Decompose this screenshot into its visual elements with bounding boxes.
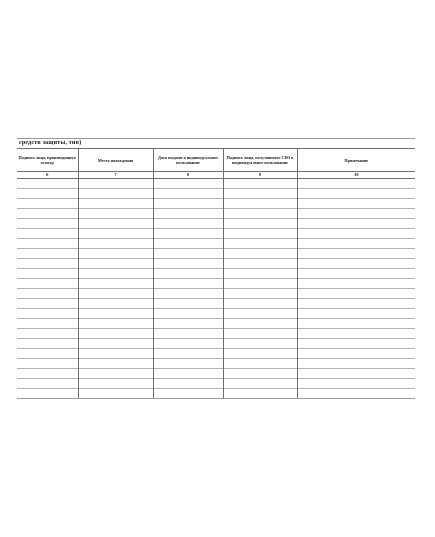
- table-cell: [297, 189, 415, 199]
- table-cell: [17, 199, 78, 209]
- table-cell: [153, 289, 223, 299]
- table-row: [17, 369, 415, 379]
- table-cell: [78, 209, 153, 219]
- table-cell: [153, 369, 223, 379]
- table-cell: [153, 249, 223, 259]
- table-cell: [78, 279, 153, 289]
- table-row: [17, 249, 415, 259]
- table-cell: [153, 209, 223, 219]
- table-cell: [17, 239, 78, 249]
- table-cell: [223, 179, 297, 189]
- table-row: [17, 219, 415, 229]
- table-row: [17, 239, 415, 249]
- table-cell: [223, 369, 297, 379]
- table-cell: [17, 379, 78, 389]
- table-cell: [297, 259, 415, 269]
- table-cell: [223, 269, 297, 279]
- table-cell: [297, 319, 415, 329]
- table-cell: [153, 269, 223, 279]
- table-row: [17, 199, 415, 209]
- table-cell: [17, 299, 78, 309]
- table-cell: [153, 179, 223, 189]
- table-cell: [17, 279, 78, 289]
- table-cell: [153, 259, 223, 269]
- table-cell: [17, 349, 78, 359]
- table-cell: [78, 239, 153, 249]
- table-row: [17, 349, 415, 359]
- table-cell: [297, 269, 415, 279]
- table-cell: [297, 349, 415, 359]
- table-cell: [153, 309, 223, 319]
- table-cell: [17, 179, 78, 189]
- table-cell: [17, 289, 78, 299]
- table-row: [17, 309, 415, 319]
- table-cell: [153, 279, 223, 289]
- column-number-row: [17, 172, 415, 179]
- table-cell: [297, 199, 415, 209]
- table-cell: [17, 229, 78, 239]
- table-cell: [223, 249, 297, 259]
- column-number: 7: [78, 172, 153, 179]
- table-row: [17, 389, 415, 399]
- table-cell: [297, 379, 415, 389]
- table-cell: [153, 359, 223, 369]
- table-cell: [297, 309, 415, 319]
- table-cell: [153, 189, 223, 199]
- table-cell: [297, 369, 415, 379]
- table-cell: [297, 239, 415, 249]
- table-row: [17, 289, 415, 299]
- table-cell: [17, 309, 78, 319]
- table-cell: [17, 339, 78, 349]
- column-number: 10: [297, 172, 415, 179]
- table-cell: [223, 389, 297, 399]
- table-row: [17, 189, 415, 199]
- table-row: [17, 359, 415, 369]
- table-cell: [297, 229, 415, 239]
- table-cell: [78, 309, 153, 319]
- table-cell: [78, 349, 153, 359]
- table-cell: [153, 229, 223, 239]
- table-cell: [17, 259, 78, 269]
- top-rule: [17, 138, 415, 139]
- column-number: 6: [17, 172, 78, 179]
- table-cell: [297, 299, 415, 309]
- table-cell: [78, 199, 153, 209]
- table-cell: [223, 349, 297, 359]
- table-row: [17, 319, 415, 329]
- table-cell: [223, 359, 297, 369]
- table-cell: [17, 249, 78, 259]
- table-cell: [297, 209, 415, 219]
- journal-table: [17, 148, 415, 399]
- column-number: 9: [223, 172, 297, 179]
- table-cell: [17, 389, 78, 399]
- column-header-row: [17, 149, 415, 172]
- column-header-note: Примечание: [297, 149, 415, 172]
- table-cell: [223, 279, 297, 289]
- table-cell: [223, 329, 297, 339]
- table-cell: [78, 379, 153, 389]
- table-row: [17, 329, 415, 339]
- column-header-inspector-signature: Подпись лица, производящего осмотр: [17, 149, 78, 172]
- table-row: [17, 299, 415, 309]
- table-cell: [78, 189, 153, 199]
- column-header-recipient-signature: Подпись лица, получившего СИЗ в индивидуальное пользование: [223, 149, 297, 172]
- table-cell: [297, 279, 415, 289]
- table-cell: [223, 259, 297, 269]
- table-cell: [17, 329, 78, 339]
- table-cell: [78, 269, 153, 279]
- table-row: [17, 209, 415, 219]
- table-cell: [153, 349, 223, 359]
- table-cell: [223, 319, 297, 329]
- table-row: [17, 179, 415, 189]
- table-cell: [153, 379, 223, 389]
- table-cell: [17, 269, 78, 279]
- table-row: [17, 339, 415, 349]
- table-cell: [153, 299, 223, 309]
- table-cell: [78, 369, 153, 379]
- table-cell: [223, 289, 297, 299]
- table-cell: [223, 189, 297, 199]
- table-cell: [223, 339, 297, 349]
- table-cell: [153, 199, 223, 209]
- table-cell: [223, 229, 297, 239]
- table-cell: [297, 339, 415, 349]
- table-cell: [223, 239, 297, 249]
- table-cell: [78, 179, 153, 189]
- table-cell: [78, 219, 153, 229]
- table-cell: [223, 209, 297, 219]
- table-cell: [223, 309, 297, 319]
- table-cell: [153, 339, 223, 349]
- table-cell: [297, 329, 415, 339]
- table-row: [17, 279, 415, 289]
- table-cell: [78, 389, 153, 399]
- table-cell: [297, 219, 415, 229]
- table-cell: [153, 389, 223, 399]
- table-cell: [17, 189, 78, 199]
- table-cell: [297, 359, 415, 369]
- table-cell: [223, 299, 297, 309]
- table-cell: [153, 319, 223, 329]
- table-cell: [78, 339, 153, 349]
- table-cell: [153, 239, 223, 249]
- table-cell: [223, 379, 297, 389]
- table-cell: [153, 219, 223, 229]
- table-cell: [78, 319, 153, 329]
- table-cell: [78, 299, 153, 309]
- column-number: 8: [153, 172, 223, 179]
- table-cell: [17, 319, 78, 329]
- table-cell: [78, 329, 153, 339]
- table-cell: [78, 259, 153, 269]
- table-cell: [78, 289, 153, 299]
- table-cell: [78, 249, 153, 259]
- table-row: [17, 379, 415, 389]
- table-cell: [17, 219, 78, 229]
- table-cell: [78, 229, 153, 239]
- table-cell: [297, 289, 415, 299]
- table-row: [17, 259, 415, 269]
- table-cell: [223, 199, 297, 209]
- column-header-location: Место нахождения: [78, 149, 153, 172]
- table-cell: [153, 329, 223, 339]
- table-cell: [297, 249, 415, 259]
- table-cell: [297, 179, 415, 189]
- table-row: [17, 269, 415, 279]
- table-cell: [17, 359, 78, 369]
- table-cell: [17, 369, 78, 379]
- table-cell: [223, 219, 297, 229]
- table-cell: [78, 359, 153, 369]
- header-caption: средств защиты, тип): [19, 140, 82, 146]
- table-cell: [297, 389, 415, 399]
- table-cell: [17, 209, 78, 219]
- table-row: [17, 229, 415, 239]
- column-header-issue-date: Дата выдачи в индивидуальное пользование: [153, 149, 223, 172]
